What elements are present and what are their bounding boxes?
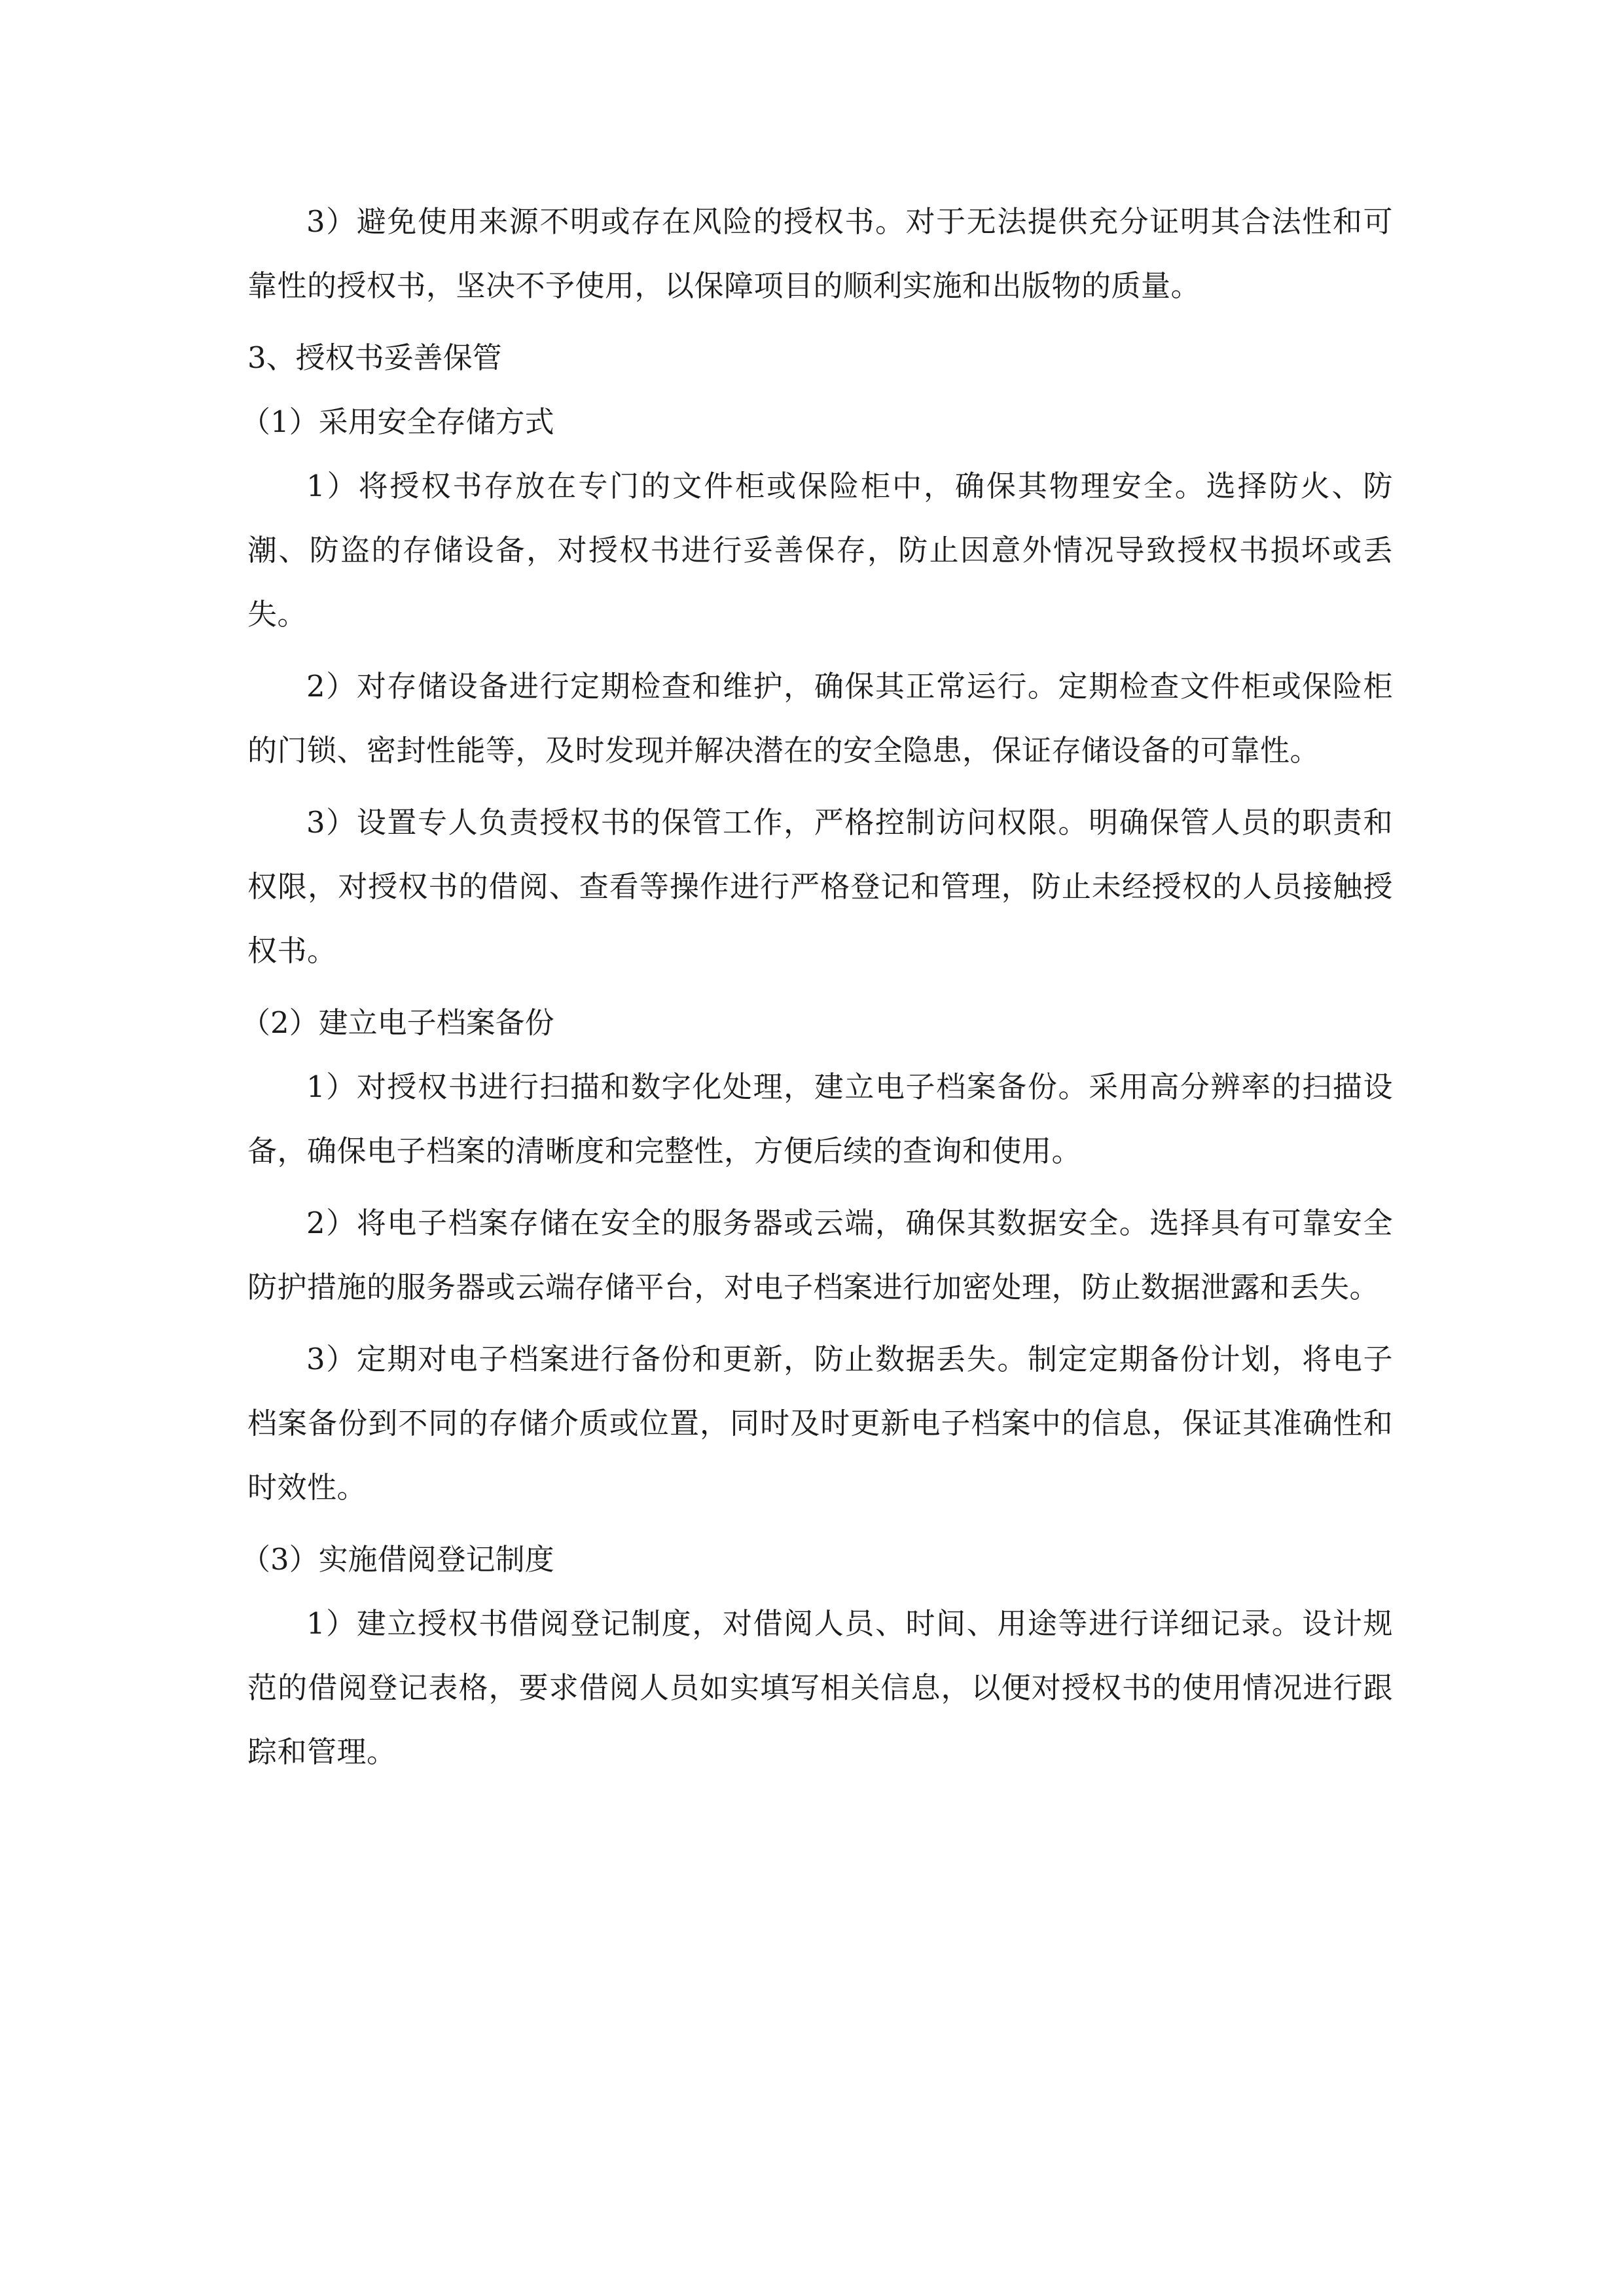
paragraph-dedicated-custodian: 3）设置专人负责授权书的保管工作，严格控制访问权限。明确保管人员的职责和权限，对授权书的借阅、查看等操作进行严格登记和管理，防止未经授权的人员接触授权书。 <box>247 805 1393 968</box>
paragraph-avoid-risky-authorization: 3）避免使用来源不明或存在风险的授权书。对于无法提供充分证明其合法性和可靠性的授权书，坚决不予使用，以保障项目的顺利实施和出版物的质量。 <box>247 204 1393 303</box>
section-heading-safekeeping: 3、授权书妥善保管 <box>247 340 502 375</box>
paragraph-storage-cabinet: 1）将授权书存放在专门的文件柜或保险柜中，确保其物理安全。选择防火、防潮、防盗的存储设备，对授权书进行妥善保存，防止因意外情况导致授权书损坏或丢失。 <box>247 469 1393 632</box>
subheading-secure-storage: （1）采用安全存储方式 <box>241 404 554 439</box>
paragraph-secure-server: 2）将电子档案存储在安全的服务器或云端，确保其数据安全。选择具有可靠安全防护措施的服务器或云端存储平台，对电子档案进行加密处理，防止数据泄露和丢失。 <box>247 1206 1393 1304</box>
paragraph-storage-inspection: 2）对存储设备进行定期检查和维护，确保其正常运行。定期检查文件柜或保险柜的门锁、密封性能等，及时发现并解决潜在的安全隐患，保证存储设备的可靠性。 <box>247 669 1393 768</box>
subheading-electronic-backup: （2）建立电子档案备份 <box>241 1005 554 1040</box>
paragraph-borrowing-system: 1）建立授权书借阅登记制度，对借阅人员、时间、用途等进行详细记录。设计规范的借阅登记表格，要求借阅人员如实填写相关信息，以便对授权书的使用情况进行跟踪和管理。 <box>247 1606 1393 1769</box>
paragraph-scan-digitize: 1）对授权书进行扫描和数字化处理，建立电子档案备份。采用高分辨率的扫描设备，确保电子档案的清晰度和完整性，方便后续的查询和使用。 <box>247 1069 1393 1168</box>
document-page <box>241 190 1393 1792</box>
paragraph-periodic-backup: 3）定期对电子档案进行备份和更新，防止数据丢失。制定定期备份计划，将电子档案备份到不同的存储介质或位置，同时及时更新电子档案中的信息，保证其准确性和时效性。 <box>247 1342 1393 1505</box>
subheading-borrowing-registration: （3）实施借阅登记制度 <box>241 1542 554 1577</box>
